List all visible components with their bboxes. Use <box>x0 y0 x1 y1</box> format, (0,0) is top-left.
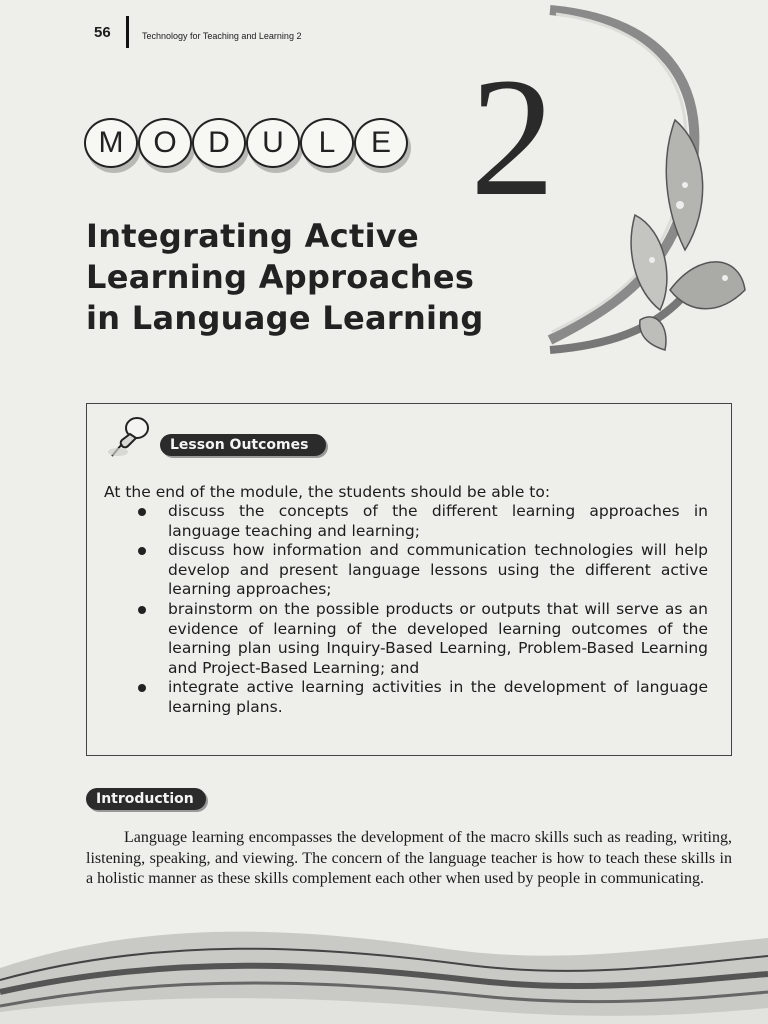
bullet-icon <box>138 508 146 516</box>
module-letter: U <box>246 118 300 168</box>
lesson-outcomes-label: Lesson Outcomes <box>160 434 326 456</box>
introduction-label: Introduction <box>86 788 206 810</box>
bottom-wave-decoration <box>0 908 768 1024</box>
list-item-text: discuss the concepts of the different learning approaches in language teaching and learning; <box>168 502 708 540</box>
bullet-icon <box>138 684 146 692</box>
module-number: 2 <box>470 43 555 231</box>
module-title <box>86 216 546 339</box>
bullet-icon <box>138 606 146 614</box>
module-badge <box>84 118 424 174</box>
list-item <box>134 600 708 678</box>
module-letter: M <box>84 118 138 168</box>
title-line: in Language Learning <box>86 299 484 337</box>
module-letter: D <box>192 118 246 168</box>
module-letter: E <box>354 118 408 168</box>
title-line: Integrating Active <box>86 217 420 255</box>
outcomes-intro: At the end of the module, the students should be able to: <box>104 483 551 501</box>
leaf-vine-decoration-icon <box>540 0 768 380</box>
introduction-paragraph: Language learning encompasses the development of the macro skills such as reading, writing, listening, speaking, and viewing. The concern of the language teacher is how to teach these skills in a holistic manner as these skills complement each other when used by people in communicating. <box>86 829 732 887</box>
list-item <box>134 678 708 717</box>
page-number: 56 <box>94 24 111 41</box>
module-letter: L <box>300 118 354 168</box>
list-item <box>134 541 708 600</box>
title-line: Learning Approaches <box>86 258 475 296</box>
header-divider <box>126 16 129 48</box>
list-item-text: brainstorm on the possible products or outputs that will serve as an evidence of learning of the developed learning outcomes of the learning plan using Inquiry-Based Learning, Problem-Based Learning and Project-Based Learning; and <box>168 599 708 677</box>
running-head: Technology for Teaching and Learning 2 <box>142 31 302 41</box>
list-item <box>134 502 708 541</box>
outcomes-list <box>134 502 708 718</box>
list-item-text: discuss how information and communication technologies will help develop and present language lessons using the different active learning approaches; <box>168 541 708 599</box>
list-item-text: integrate active learning activities in the development of language learning plans. <box>168 678 708 716</box>
module-letter: O <box>138 118 192 168</box>
pushpin-icon <box>104 414 154 460</box>
bullet-icon <box>138 547 146 555</box>
